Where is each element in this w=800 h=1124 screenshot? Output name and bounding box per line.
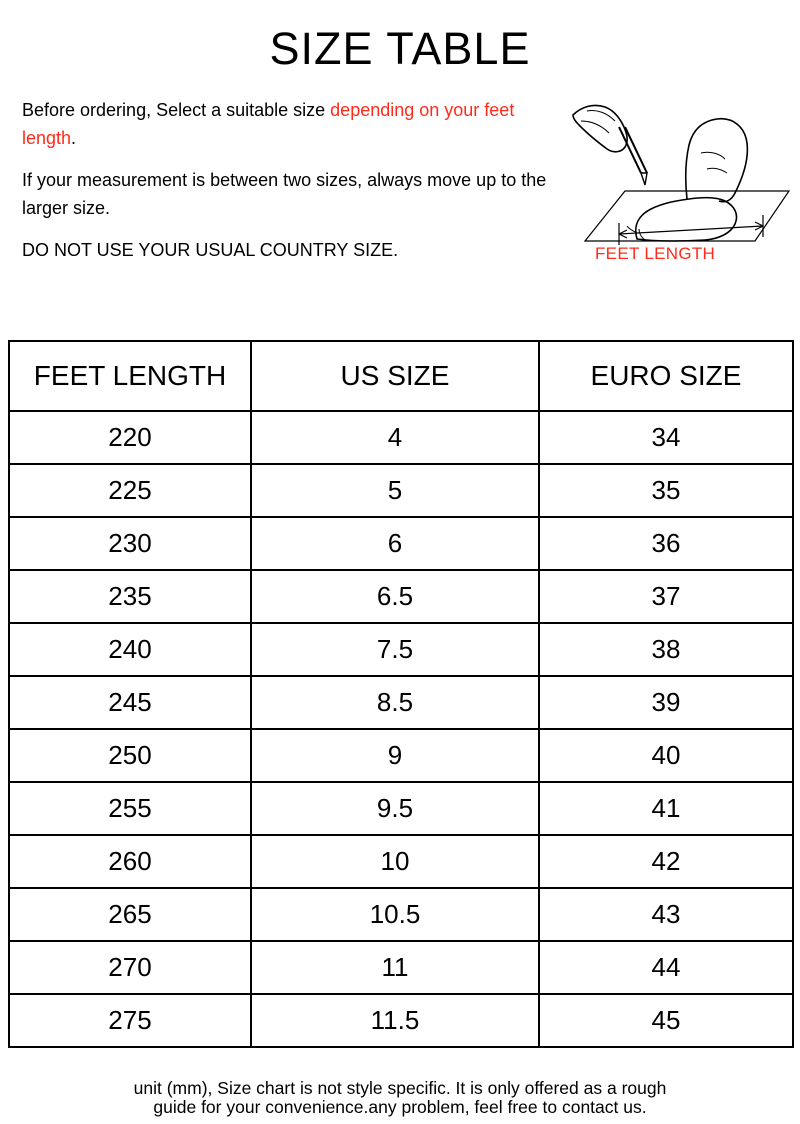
cell-euro-size: 44 [539, 941, 793, 994]
table-row [9, 464, 793, 517]
cell-us-size: 6.5 [251, 570, 539, 623]
column-header-euro-size: EURO SIZE [539, 341, 793, 411]
cell-euro-size: 34 [539, 411, 793, 464]
intro-line-3: DO NOT USE YOUR USUAL COUNTRY SIZE. [22, 239, 399, 260]
cell-feet-length: 265 [9, 888, 251, 941]
cell-euro-size: 39 [539, 676, 793, 729]
cell-us-size: 9 [251, 729, 539, 782]
table-row [9, 623, 793, 676]
cell-feet-length: 220 [9, 411, 251, 464]
cell-euro-size: 45 [539, 994, 793, 1047]
cell-us-size: 8.5 [251, 676, 539, 729]
intro-line-1-highlight: depending on your feet length [22, 100, 515, 148]
illustration-caption: FEET LENGTH [595, 244, 716, 263]
table-row [9, 729, 793, 782]
table-row [9, 835, 793, 888]
cell-us-size: 7.5 [251, 623, 539, 676]
column-header-us-size: US SIZE [251, 341, 539, 411]
table-row [9, 411, 793, 464]
table-body [9, 411, 793, 1047]
cell-feet-length: 260 [9, 835, 251, 888]
table-row [9, 782, 793, 835]
size-table [8, 340, 794, 1048]
intro-section [0, 97, 800, 277]
cell-feet-length: 250 [9, 729, 251, 782]
column-header-feet-length: FEET LENGTH [9, 341, 251, 411]
table-row [9, 517, 793, 570]
cell-feet-length: 255 [9, 782, 251, 835]
cell-feet-length: 245 [9, 676, 251, 729]
cell-feet-length: 270 [9, 941, 251, 994]
intro-line-2: If your measurement is between two sizes, always move up to the larger size. [22, 169, 547, 218]
table-row [9, 888, 793, 941]
foot-measure-illustration [567, 93, 792, 268]
cell-euro-size: 43 [539, 888, 793, 941]
cell-euro-size: 38 [539, 623, 793, 676]
table-row [9, 994, 793, 1047]
cell-euro-size: 42 [539, 835, 793, 888]
cell-euro-size: 35 [539, 464, 793, 517]
cell-feet-length: 240 [9, 623, 251, 676]
cell-feet-length: 275 [9, 994, 251, 1047]
intro-line-1 [22, 97, 567, 153]
page-title: SIZE TABLE [269, 23, 531, 74]
cell-feet-length: 230 [9, 517, 251, 570]
cell-us-size: 11.5 [251, 994, 539, 1047]
cell-us-size: 9.5 [251, 782, 539, 835]
intro-line-1-end: . [71, 127, 77, 148]
size-table-container [8, 340, 792, 1048]
cell-euro-size: 37 [539, 570, 793, 623]
footer-line-1: unit (mm), Size chart is not style specific. It is only offered as a rough [133, 1078, 667, 1099]
cell-feet-length: 225 [9, 464, 251, 517]
table-row [9, 570, 793, 623]
cell-us-size: 10.5 [251, 888, 539, 941]
cell-feet-length: 235 [9, 570, 251, 623]
cell-euro-size: 41 [539, 782, 793, 835]
intro-text-block [22, 97, 567, 278]
table-row [9, 941, 793, 994]
cell-us-size: 10 [251, 835, 539, 888]
foot-measure-drawing [567, 93, 792, 268]
cell-us-size: 4 [251, 411, 539, 464]
cell-euro-size: 40 [539, 729, 793, 782]
cell-euro-size: 36 [539, 517, 793, 570]
table-row [9, 676, 793, 729]
cell-us-size: 6 [251, 517, 539, 570]
table-header-row [9, 341, 793, 411]
cell-us-size: 5 [251, 464, 539, 517]
size-table-document [0, 23, 800, 1124]
cell-us-size: 11 [251, 941, 539, 994]
intro-line-1-part-1: Before ordering, Select a suitable size [22, 100, 331, 120]
footer-line-2: guide for your convenience.any problem, feel free to contact us. [153, 1096, 647, 1117]
